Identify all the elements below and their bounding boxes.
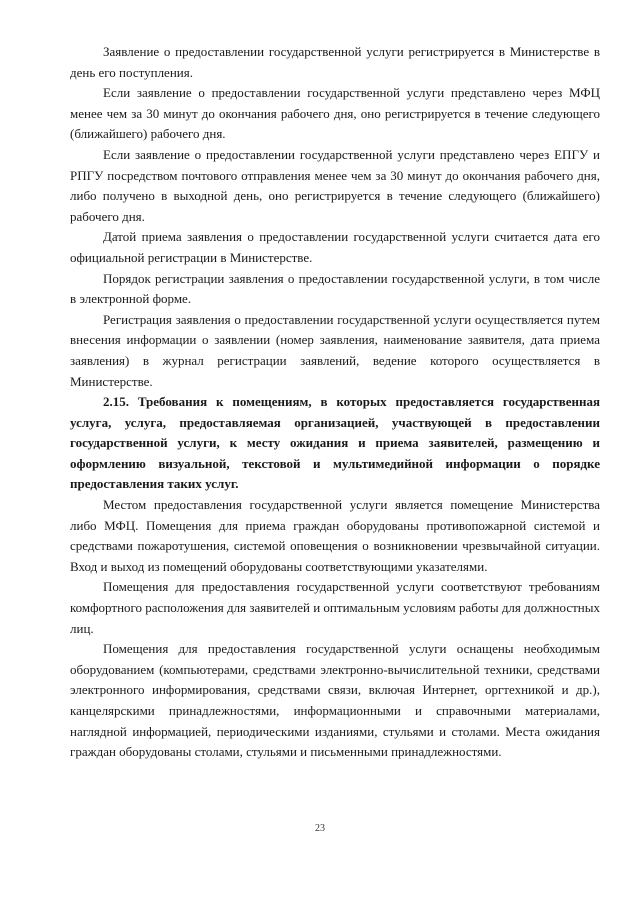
paragraph-service-location: Местом предоставления государственной услуги является помещение Министерства либо МФЦ. Помещения для приема граждан оборудованы противопожарной системой и средствами пожаротушения, системой оповещения о возникновении чрезвычайной ситуации. Вход и выход из помещений оборудованы соответствующими указателями. xyxy=(70,497,600,574)
paragraph-registration-procedure: Порядок регистрации заявления о предоставлении государственной услуги, в том числе в электронной форме. xyxy=(70,270,600,307)
paragraph-equipment: Помещения для предоставления государственной услуги оснащены необходимым оборудованием (компьютерами, средствами электронно-вычислительной техники, средствами электронного информирования, средствами связи, включая Интернет, оргтехникой и др.), канцелярскими принадлежностями, информационными и справочными материалами, наглядной информацией, периодическими изданиями, стульями и столами. Места ожидания граждан оборудованы столами, стульями и письменными принадлежностями. xyxy=(70,641,600,760)
paragraph-comfort-requirements: Помещения для предоставления государственной услуги соответствуют требованиям комфортного расположения для заявителей и оптимальным условиям работы для должностных лиц. xyxy=(70,579,600,636)
paragraph-acceptance-date: Датой приема заявления о предоставлении государственной услуги считается дата его официальной регистрации в Министерстве. xyxy=(70,229,600,265)
paragraph-mfc-registration: Если заявление о предоставлении государственной услуги представлено через МФЦ менее чем за 30 минут до окончания рабочего дня, оно регистрируется в течение следующего (ближайшего) рабочего дня. xyxy=(70,85,600,142)
paragraph-epgu-registration: Если заявление о предоставлении государственной услуги представлено через ЕПГУ и РПГУ посредством почтового отправления менее чем за 30 минут до окончания рабочего дня, либо получено в выходной день, оно регистрируется в течение следующего (ближайшего) рабочего дня. xyxy=(70,146,600,224)
document-body xyxy=(70,42,600,763)
page-number: 23 xyxy=(315,823,325,834)
paragraph-registration-day: Заявление о предоставлении государственной услуги регистрируется в Министерстве в день его поступления. xyxy=(70,44,600,80)
paragraph-registration-journal: Регистрация заявления о предоставлении государственной услуги осуществляется путем внесения информации о заявлении (номер заявления, наименование заявителя, дата приема заявления) в журнал регистрации заявлений, ведение которого осуществляется в Министерстве. xyxy=(70,311,600,389)
section-heading-2-15: 2.15. Требования к помещениям, в которых предоставляется государственная услуга, услуга, предоставляемая организацией, участвующей в предоставлении государственной услуги, к месту ожидания и приема заявителей, размещению и оформлению визуальной, текстовой и мультимедийной информации о порядке предоставления таких услуг. xyxy=(70,394,600,492)
